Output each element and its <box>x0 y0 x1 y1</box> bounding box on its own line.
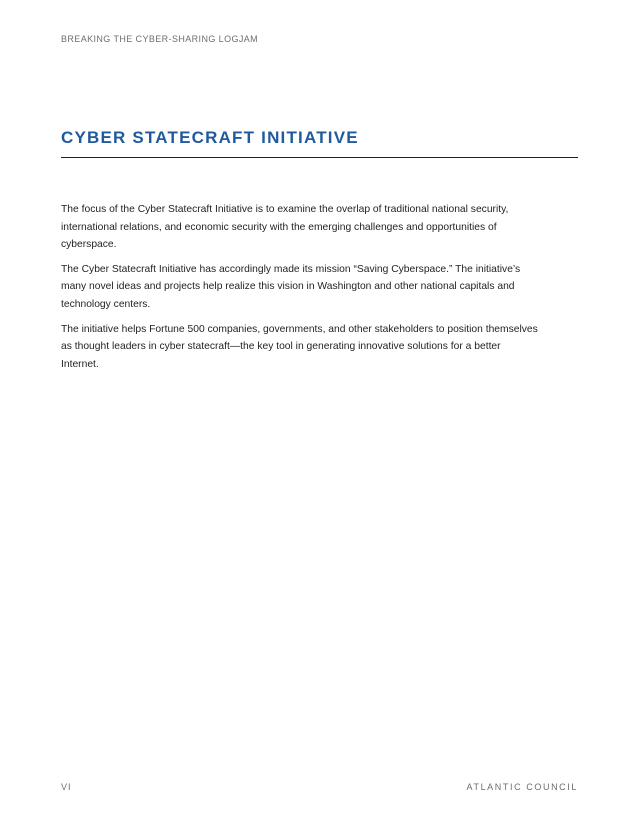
paragraph-stakeholders: The initiative helps Fortune 500 companies, governments, and other stakeholders to position themselves as thought leaders in cyber statecraft—the key tool in generating innovative solutions for a better Internet. <box>61 323 538 370</box>
publisher-name: ATLANTIC COUNCIL <box>466 782 578 792</box>
paragraph-mission: The Cyber Statecraft Initiative has accordingly made its mission “Saving Cyberspace.” The initiative’s many novel ideas and projects help realize this vision in Washington and other national capitals and technology centers. <box>61 263 521 310</box>
section-title: CYBER STATECRAFT INITIATIVE <box>61 128 359 147</box>
title-divider <box>61 157 578 158</box>
page-number: VI <box>61 782 72 792</box>
running-header: BREAKING THE CYBER-SHARING LOGJAM <box>61 34 259 44</box>
paragraph-focus: The focus of the Cyber Statecraft Initiative is to examine the overlap of traditional national security, international relations, and economic security with the emerging challenges and opportunities of cyberspace. <box>61 204 509 251</box>
body-text <box>61 201 541 380</box>
